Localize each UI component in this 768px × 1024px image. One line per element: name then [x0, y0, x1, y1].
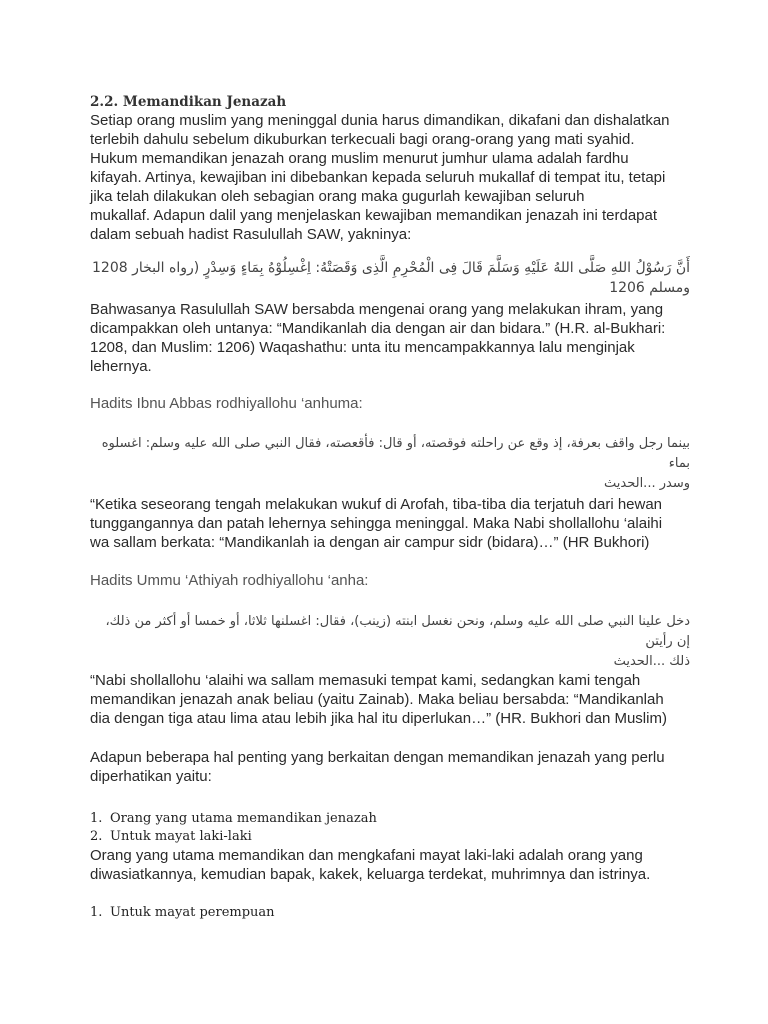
text-line: “Nabi shollallohu ‘alaihi wa sallam memasuki tempat kami, sedangkan kami tengah — [90, 672, 641, 689]
text-line: wa sallam berkata: “Mandikanlah ia dengan air campur sidr (bidara)…” (HR Bukhori) — [90, 534, 650, 551]
text-line: kifayah. Artinya, kewajiban ini dibebankan kepada seluruh mukallaf di tempat itu, tetapi — [90, 169, 666, 186]
hadith-3-arabic — [90, 612, 690, 672]
list-text: Untuk mayat perempuan — [110, 905, 275, 920]
text-line: Adapun beberapa hal penting yang berkaitan dengan memandikan jenazah yang perlu — [90, 749, 665, 766]
hadith-1-arabic: أَنَّ رَسُوْلُ اللهِ صَلَّى اللهُ عَلَيْهِ وَسَلَّمَ قَالَ فِى الْمُحْرِمِ الَّذِى وَقَصَتْهُ: اِغْسِلُوْهُ بِمَاءٍ وَسِدْرٍ (رواه البخار 1208 ومسلم 1206 — [92, 260, 690, 296]
text-line: jika telah dilakukan oleh sebagian orang maka gugurlah kewajiban seluruh — [90, 188, 585, 205]
list-item — [90, 810, 690, 828]
text-line: mukallaf. Adapun dalil yang menjelaskan kewajiban memandikan jenazah ini terdapat — [90, 207, 658, 224]
list-item — [90, 828, 690, 846]
hadith-2-title: Hadits Ibnu Abbas rodhiyallohu ‘anhuma: — [90, 395, 363, 412]
hadith-1-translation — [90, 300, 690, 376]
text-line: بينما رجل واقف بعرفة، إذ وقع عن راحلته فوقصته، أو قال: فأقعصته، فقال النبي صلى الله عليه وسلم: اغسلوه بماء — [101, 436, 690, 471]
numbered-list — [90, 810, 690, 846]
list-number: 1. — [90, 905, 103, 920]
text-line: terlebih dahulu sebelum dikuburkan terkecuali bagi orang-orang yang mati syahid. — [90, 131, 635, 148]
section-heading: 2.2. Memandikan Jenazah — [90, 94, 287, 110]
text-line: وسدر ...الحديث — [604, 476, 690, 491]
list-number: 1. — [90, 811, 103, 826]
text-line: diwasiatkannya, kemudian bapak, kakek, keluarga terdekat, muhrimnya dan istrinya. — [90, 866, 651, 883]
text-line: 1208, dan Muslim: 1206) Waqashathu: unta itu mencampakkannya lalu menginjak — [90, 339, 635, 356]
hadith-2-arabic — [90, 434, 690, 494]
text-line: Setiap orang muslim yang meninggal dunia harus dimandikan, dikafani dan dishalatkan — [90, 112, 670, 129]
list-text: Untuk mayat laki-laki — [110, 829, 252, 844]
text-line: Bahwasanya Rasulullah SAW bersabda mengenai orang yang melakukan ihram, yang — [90, 301, 664, 318]
text-line: دخل علينا النبي صلى الله عليه وسلم، ونحن نغسل ابنته (زينب)، فقال: اغسلنها ثلاثا، أو خمسا أو أكثر من ذلك، إن رأيتن — [105, 614, 690, 649]
text-line: Hukum memandikan jenazah orang muslim menurut jumhur ulama adalah fardhu — [90, 150, 629, 167]
male-paragraph — [90, 846, 690, 884]
intro-paragraph — [90, 111, 690, 244]
text-line: ذلك ...الحديث — [613, 654, 690, 669]
text-line: diperhatikan yaitu: — [90, 768, 212, 785]
text-line: dicampakkan oleh untanya: “Mandikanlah dia dengan air dan bidara.” (H.R. al-Bukhari: — [90, 320, 666, 337]
hadith-3-title: Hadits Ummu ‘Athiyah rodhiyallohu ‘anha: — [90, 572, 369, 589]
text-line: “Ketika seseorang tengah melakukan wukuf di Arofah, tiba-tiba dia terjatuh dari hewan — [90, 496, 663, 513]
text-line: dalam sebuah hadist Rasulullah SAW, yakninya: — [90, 226, 412, 243]
text-line: lehernya. — [90, 358, 152, 375]
list-number: 2. — [90, 829, 103, 844]
text-line: dia dengan tiga atau lima atau lebih jika hal itu diperlukan…” (HR. Bukhori dan Muslim) — [90, 710, 667, 727]
hadith-3-translation — [90, 671, 690, 728]
hadith-2-translation — [90, 495, 690, 552]
list-text: Orang yang utama memandikan jenazah — [110, 811, 377, 826]
list-item — [90, 905, 690, 920]
text-line: memandikan jenazah anak beliau (yaitu Zainab). Maka beliau bersabda: “Mandikanlah — [90, 691, 664, 708]
points-intro — [90, 748, 690, 786]
text-line: tunggangannya dan patah lehernya sehingga meninggal. Maka Nabi shollallohu ‘alaihi — [90, 515, 663, 532]
numbered-list-2 — [90, 905, 690, 920]
text-line: Orang yang utama memandikan dan mengkafani mayat laki-laki adalah orang yang — [90, 847, 643, 864]
